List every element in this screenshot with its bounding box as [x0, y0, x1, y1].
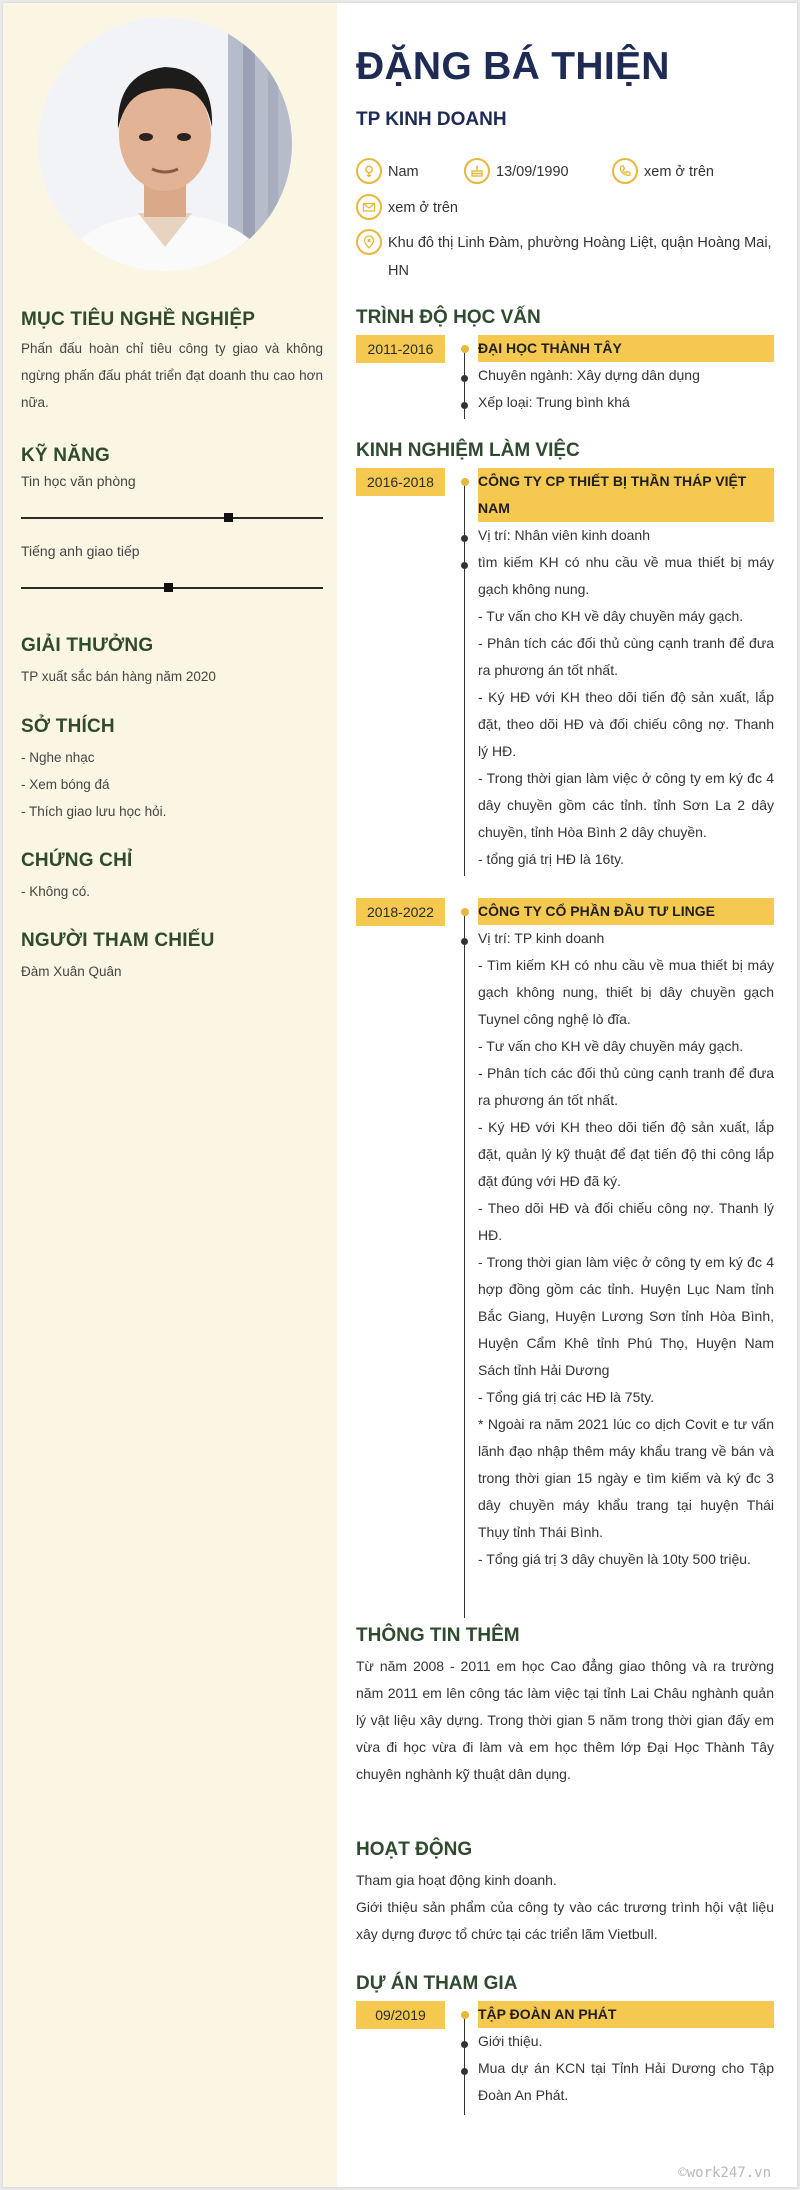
certificates-title: CHỨNG CHỈ	[21, 850, 133, 871]
timeline-dot	[461, 2068, 468, 2075]
hobbies-section	[21, 716, 323, 825]
timeline-dot	[461, 402, 468, 409]
experience-title: KINH NGHIỆM LÀM VIỆC	[356, 440, 580, 461]
skills-title: KỸ NĂNG	[21, 445, 111, 466]
certificates-text: - Không có.	[21, 884, 91, 899]
contact-phone	[612, 158, 714, 186]
project-date: 09/2019	[356, 2001, 445, 2029]
watermark: ©work247.vn	[678, 2165, 771, 2181]
experience-entry	[356, 898, 774, 1608]
timeline-dot	[461, 375, 468, 382]
duty-line: - Tìm kiếm KH có nhu cầu về mua thiết bị máy gạch không nung, thiết bị dây chuyền gạch Tuynel công nghệ lò đĩa.	[478, 957, 774, 1027]
education-date: 2011-2016	[356, 335, 445, 363]
timeline-dot	[461, 908, 469, 916]
duty-line: - Ký HĐ với KH theo dõi tiến độ sản xuất, lắp đặt, quản lý kỹ thuật để đạt tiến độ thi công lắp đặt đúng với HĐ đã ký.	[478, 1119, 774, 1189]
awards-title: GIẢI THƯỞNG	[21, 635, 154, 656]
hobby-item: - Xem bóng đá	[21, 777, 110, 792]
experience-date: 2018-2022	[356, 898, 445, 926]
location-pin-icon	[356, 229, 382, 255]
school-name: ĐẠI HỌC THÀNH TÂY	[478, 335, 774, 362]
project-name: TẬP ĐOÀN AN PHÁT	[478, 2001, 774, 2028]
hobbies-title: SỞ THÍCH	[21, 716, 115, 737]
references-text: Đàm Xuân Quân	[21, 964, 122, 979]
skills-section	[21, 445, 323, 589]
skill-name: Tiếng anh giao tiếp	[21, 543, 140, 559]
objective-section	[21, 309, 323, 416]
skill-level-marker	[224, 513, 233, 522]
education-entry	[356, 335, 774, 419]
awards-text: TP xuất sắc bán hàng năm 2020	[21, 669, 216, 684]
duty-line: - Ký HĐ với KH theo dõi tiến độ sản xuất, lắp đặt, theo dõi HĐ và đối chiếu công nợ. Thanh lý HĐ.	[478, 689, 774, 759]
activities-title: HOẠT ĐỘNG	[356, 1839, 473, 1860]
references-section	[21, 930, 323, 985]
duty-line: - Tổng giá trị các HĐ là 75ty.	[478, 1389, 655, 1405]
birthday-value: 13/09/1990	[496, 164, 569, 180]
duty-line: - Tư vấn cho KH về dây chuyền máy gạch.	[478, 1038, 744, 1054]
duty-line: - Phân tích các đối thủ cùng cạnh tranh để đưa ra phương án tốt nhất.	[478, 1065, 774, 1108]
objective-text: Phấn đấu hoàn chỉ tiêu công ty giao và không ngừng phấn đấu phát triển đạt doanh thu cao hơn nữa.	[21, 341, 323, 410]
timeline-dot	[461, 2041, 468, 2048]
education-title: TRÌNH ĐỘ HỌC VẤN	[356, 307, 541, 328]
timeline-dot	[461, 562, 468, 569]
company-name: CÔNG TY CỔ PHẦN ĐẦU TƯ LINGE	[478, 898, 774, 925]
experience-entry	[356, 468, 774, 868]
skill-bar	[21, 587, 323, 589]
activities-text: Giới thiệu sản phẩm của công ty vào các trương trình hội vật liệu xây dựng được tổ chức tại các triển lãm Vietbull.	[356, 1899, 774, 1942]
education-body	[478, 335, 774, 416]
skill-level-marker	[164, 583, 173, 592]
job-title: TP KINH DOANH	[356, 109, 507, 130]
gender-value: Nam	[388, 164, 419, 180]
cv-page	[3, 3, 797, 2187]
address-value: Khu đô thị Linh Đàm, phường Hoàng Liệt, quận Hoàng Mai, HN	[388, 235, 772, 279]
references-title: NGƯỜI THAM CHIẾU	[21, 930, 215, 951]
duty-line: - Trong thời gian làm việc ở công ty em ký đc 4 hợp đồng gồm các tỉnh. Huyện Lục Nam tỉnh Bắc Giang, Huyện Lương Sơn tỉnh Hòa Bình, Huyện Cẩm Khê tỉnh Phú Thọ, Huyện Nam Sách tỉnh Hải Dương	[478, 1254, 774, 1378]
duty-line: - Phân tích các đối thủ cùng cạnh tranh để đưa ra phương án tốt nhất.	[478, 635, 774, 678]
contact-email	[356, 194, 458, 222]
position: Vị trí: TP kinh doanh	[478, 930, 605, 946]
additional-info-text: Từ năm 2008 - 2011 em học Cao đẳng giao thông và ra trường năm 2011 em lên công tác làm việc tại tỉnh Lai Châu nghành quản lý vật liệu xây dựng. Trong thời gian 5 năm trong thời gian đấy em vừa đi học vừa đi làm và em học thêm lớp Đại Học Thành Tây chuyên nghành kỹ thuật dân dụng.	[356, 1658, 774, 1782]
projects-title: DỰ ÁN THAM GIA	[356, 1973, 518, 1994]
timeline-dot	[461, 535, 468, 542]
objective-title: MỤC TIÊU NGHỀ NGHIỆP	[21, 309, 256, 330]
timeline-dot	[461, 2011, 469, 2019]
timeline-line	[464, 912, 465, 1618]
experience-body	[478, 898, 774, 1573]
duty-line: - Theo dõi HĐ và đối chiếu công nợ. Thanh lý HĐ.	[478, 1200, 774, 1243]
hobby-item: - Thích giao lưu học hỏi.	[21, 804, 167, 819]
profile-photo	[38, 17, 292, 271]
gender-icon	[356, 158, 382, 184]
duty-line: tìm kiếm KH có nhu cầu về mua thiết bị máy gạch không nung.	[478, 554, 774, 597]
activities-text: Tham gia hoạt động kinh doanh.	[356, 1872, 557, 1888]
timeline-line	[464, 2015, 465, 2115]
contact-address	[356, 229, 776, 285]
education-detail: Chuyên ngành: Xây dựng dân dụng	[478, 367, 700, 383]
skill-bar	[21, 517, 323, 519]
email-icon	[356, 194, 382, 220]
timeline-dot	[461, 345, 469, 353]
experience-date: 2016-2018	[356, 468, 445, 496]
main-content	[337, 3, 797, 2187]
project-detail: Mua dự án KCN tại Tỉnh Hải Dương cho Tập Đoàn An Phát.	[478, 2060, 774, 2103]
experience-body	[478, 468, 774, 873]
skill-name: Tin học văn phòng	[21, 473, 136, 489]
contact-birthday	[464, 158, 569, 186]
hobby-item: - Nghe nhạc	[21, 750, 95, 765]
project-entry	[356, 2001, 774, 2113]
phone-icon	[612, 158, 638, 184]
candidate-name: ĐẶNG BÁ THIỆN	[356, 45, 670, 88]
birthday-cake-icon	[464, 158, 490, 184]
position: Vị trí: Nhân viên kinh doanh	[478, 527, 650, 543]
timeline-dot	[461, 478, 469, 486]
contact-gender	[356, 158, 419, 186]
duty-line: - Tư vấn cho KH về dây chuyền máy gạch.	[478, 608, 744, 624]
duty-line: - tổng giá trị HĐ là 16ty.	[478, 851, 625, 867]
duty-line: - Trong thời gian làm việc ở công ty em ký đc 4 dây chuyền gồm các tỉnh. tỉnh Sơn La 2 dây chuyền, tỉnh Hòa Bình 2 dây chuyền.	[478, 770, 774, 840]
company-name: CÔNG TY CP THIẾT BỊ THẦN THÁP VIỆT NAM	[478, 468, 774, 522]
additional-info-title: THÔNG TIN THÊM	[356, 1625, 520, 1646]
duty-line: * Ngoài ra năm 2021 lúc co dịch Covit e tư vấn lãnh đạo nhập thêm máy khẩu trang về bán và trong thời gian 15 ngày e tìm kiếm và ký đc 3 dây chuyền máy khẩu trang tại huyện Thái Thụy tỉnh Thái Bình.	[478, 1416, 774, 1540]
project-body	[478, 2001, 774, 2109]
education-detail: Xếp loại: Trung bình khá	[478, 394, 630, 410]
project-detail: Giới thiệu.	[478, 2033, 543, 2049]
phone-value: xem ở trên	[644, 164, 714, 180]
duty-line: - Tổng giá trị 3 dây chuyền là 10ty 500 triệu.	[478, 1551, 751, 1567]
sidebar	[3, 3, 337, 2187]
certificates-section	[21, 850, 323, 905]
email-value: xem ở trên	[388, 200, 458, 216]
awards-section	[21, 635, 323, 690]
timeline-dot	[461, 938, 468, 945]
